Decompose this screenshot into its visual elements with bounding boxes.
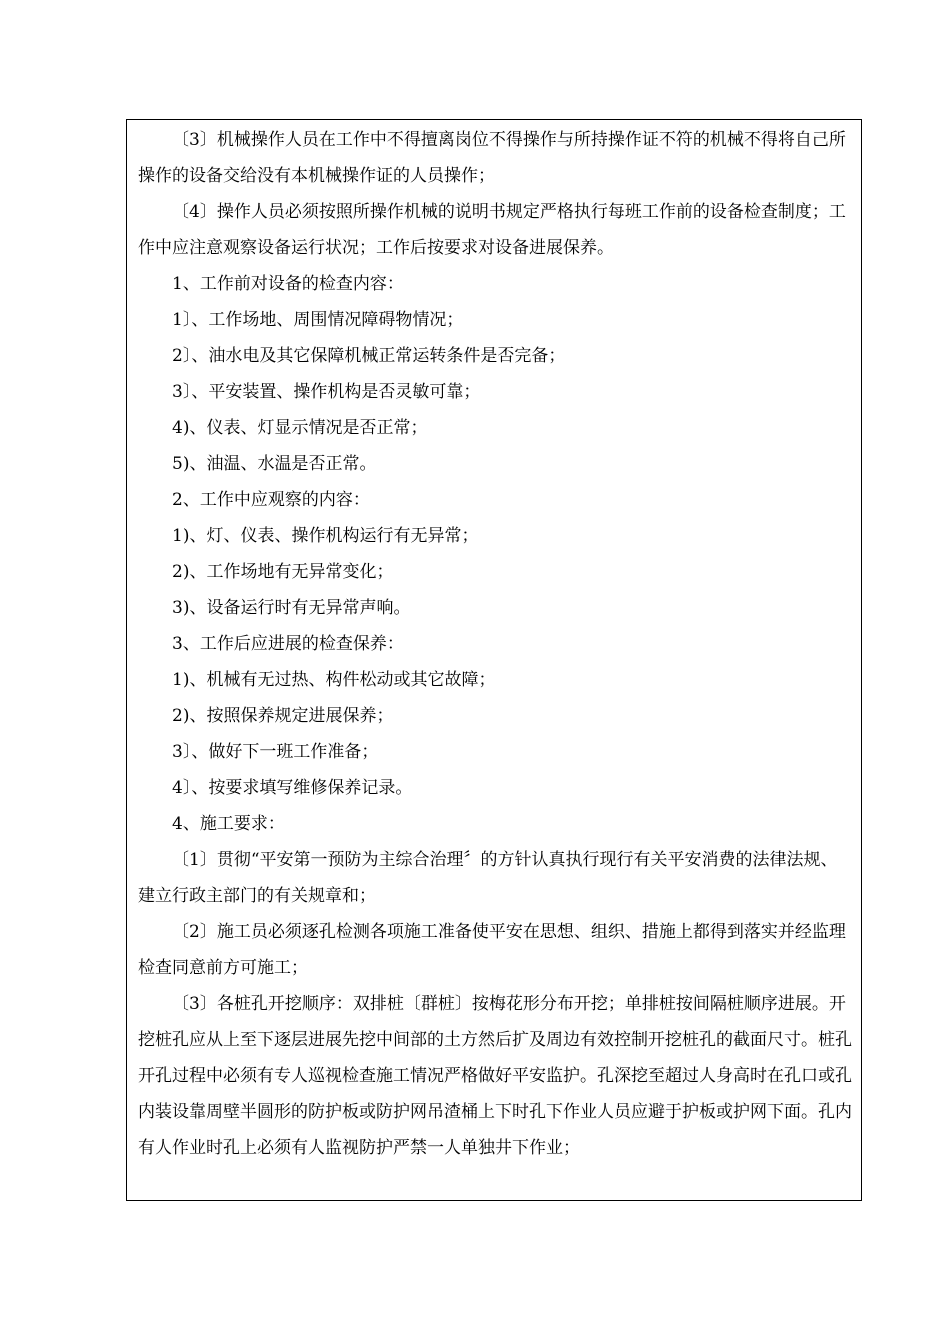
list-item: 3〕、平安装置、操作机构是否灵敏可靠； bbox=[172, 382, 481, 402]
paragraph-4-inspection-rules: 〔4〕操作人员必须按照所操作机械的说明书规定严格执行每班工作前的设备检查制度；工作中应注意观察设备运行状况；工作后按要求对设备进展保养。 bbox=[138, 202, 846, 258]
list-item: 3〕、做好下一班工作准备； bbox=[172, 742, 379, 762]
document-body bbox=[138, 122, 854, 1166]
list-item: 1)、灯、仪表、操作机构运行有无异常； bbox=[172, 526, 479, 546]
section-heading-pre-work-check: 1、工作前对设备的检查内容： bbox=[172, 274, 404, 294]
section-heading-post-work: 3、工作后应进展的检查保养： bbox=[172, 634, 404, 654]
paragraph-requirement-2: 〔2〕施工员必须逐孔检测各项施工准备使平安在思想、组织、措施上都得到落实并经监理检查同意前方可施工； bbox=[138, 922, 846, 978]
list-item: 3)、设备运行时有无异常声响。 bbox=[172, 598, 411, 618]
list-item: 2)、按照保养规定进展保养； bbox=[172, 706, 394, 726]
list-item: 5)、油温、水温是否正常。 bbox=[172, 454, 377, 474]
paragraph-requirement-3: 〔3〕各桩孔开挖顺序：双排桩〔群桩〕按梅花形分布开挖；单排桩按间隔桩顺序进展。开挖桩孔应从上至下逐层进展先挖中间部的土方然后扩及周边有效控制开挖桩孔的截面尺寸。桩孔开孔过程中必须有专人巡视检查施工情况严格做好平安监护。孔深挖至超过人身高时在孔口或孔内装设靠周壁半圆形的防护板或防护网吊渣桶上下时孔下作业人员应避于护板或护网下面。孔内有人作业时孔上必须有人监视防护严禁一人单独井下作业； bbox=[138, 994, 852, 1158]
list-item: 2)、工作场地有无异常变化； bbox=[172, 562, 394, 582]
paragraph-requirement-1: 〔1〕贯彻“平安第一预防为主综合治理〞的方针认真执行现行有关平安消费的法律法规、建立行政主部门的有关规章和； bbox=[138, 850, 838, 906]
list-item: 4)、仪表、灯显示情况是否正常； bbox=[172, 418, 428, 438]
list-item: 4〕、按要求填写维修保养记录。 bbox=[172, 778, 413, 798]
list-item: 2〕、油水电及其它保障机械正常运转条件是否完备； bbox=[172, 346, 566, 366]
section-heading-during-work: 2、工作中应观察的内容： bbox=[172, 490, 370, 510]
list-item: 1〕、工作场地、周围情况障碍物情况； bbox=[172, 310, 464, 330]
paragraph-3-operator-rules: 〔3〕机械操作人员在工作中不得擅离岗位不得操作与所持操作证不符的机械不得将自己所操作的设备交给没有本机械操作证的人员操作； bbox=[138, 130, 846, 186]
section-heading-construction-requirements: 4、施工要求： bbox=[172, 814, 285, 834]
list-item: 1)、机械有无过热、构件松动或其它故障； bbox=[172, 670, 496, 690]
